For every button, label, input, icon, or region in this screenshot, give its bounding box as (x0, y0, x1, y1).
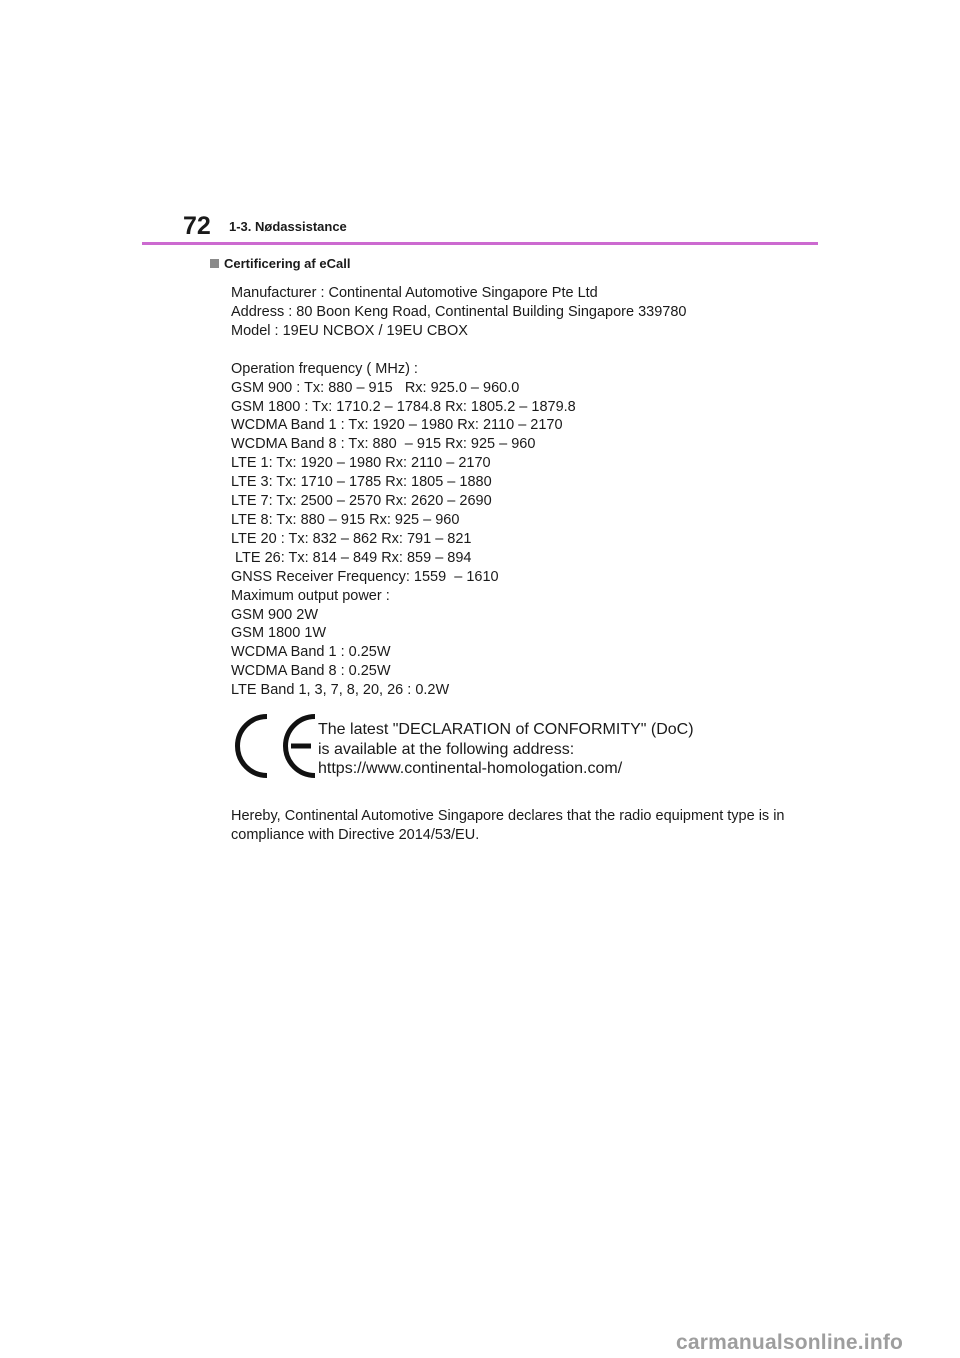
ce-declaration-text (318, 720, 694, 779)
spec-line: WCDMA Band 1 : 0.25W (231, 644, 391, 661)
spec-line: GSM 900 2W (231, 606, 319, 623)
spec-line: LTE Band 1, 3, 7, 8, 20, 26 : 0.2W (231, 682, 450, 699)
spec-line: LTE 1: Tx: 1920 – 1980 Rx: 2110 – 2170 (231, 455, 491, 472)
ce-mark-icon (231, 714, 315, 778)
spec-line: LTE 20 : Tx: 832 – 862 Rx: 791 – 821 (231, 530, 472, 547)
closing-paragraph: Hereby, Continental Automotive Singapore declares that the radio equipment type is in compliance with Directive 2014/53/EU. (231, 808, 785, 843)
spec-line: GSM 1800 1W (231, 625, 327, 642)
ce-declaration (231, 714, 751, 778)
ce-line: The latest "DECLARATION of CONFORMITY" (DoC) (318, 721, 694, 738)
spec-line: LTE 8: Tx: 880 – 915 Rx: 925 – 960 (231, 511, 460, 528)
ce-line: is available at the following address: (318, 740, 575, 758)
subheading (210, 256, 350, 271)
subheading-label: Certificering af eCall (224, 256, 351, 271)
spec-line: Manufacturer : Continental Automotive Singapore Pte Ltd (231, 285, 598, 301)
ce-link: https://www.continental-homologation.com/ (318, 760, 623, 777)
bullet-square-icon (210, 259, 219, 268)
section-title: 1-3. Nødassistance (229, 219, 347, 234)
spec-line: GSM 1800 : Tx: 1710.2 – 1784.8 Rx: 1805.2 – 1879.8 (231, 398, 576, 415)
spacer (231, 341, 791, 360)
spec-line: WCDMA Band 1 : Tx: 1920 – 1980 Rx: 2110 – 2170 (231, 417, 563, 434)
spec-line: Operation frequency ( MHz) : (231, 360, 418, 377)
spec-line: LTE 3: Tx: 1710 – 1785 Rx: 1805 – 1880 (231, 474, 492, 491)
spec-line: Address : 80 Boon Keng Road, Continental Building Singapore 339780 (231, 303, 687, 320)
spec-line: WCDMA Band 8 : 0.25W (231, 663, 391, 680)
spec-line: GNSS Receiver Frequency: 1559 – 1610 (231, 568, 499, 585)
header-rule (142, 242, 818, 245)
spec-line: LTE 26: Tx: 814 – 849 Rx: 859 – 894 (231, 549, 472, 566)
spec-line: LTE 7: Tx: 2500 – 2570 Rx: 2620 – 2690 (231, 493, 492, 510)
footer-watermark: carmanualsonline.info (676, 1331, 904, 1354)
spec-line: Model : 19EU NCBOX / 19EU CBOX (231, 322, 468, 339)
spec-line: WCDMA Band 8 : Tx: 880 – 915 Rx: 925 – 960 (231, 436, 536, 453)
page-number: 72 (183, 212, 211, 240)
spec-line: Maximum output power : (231, 587, 390, 604)
spec-block (231, 284, 791, 700)
spec-line: GSM 900 : Tx: 880 – 915 Rx: 925.0 – 960.0 (231, 379, 520, 396)
